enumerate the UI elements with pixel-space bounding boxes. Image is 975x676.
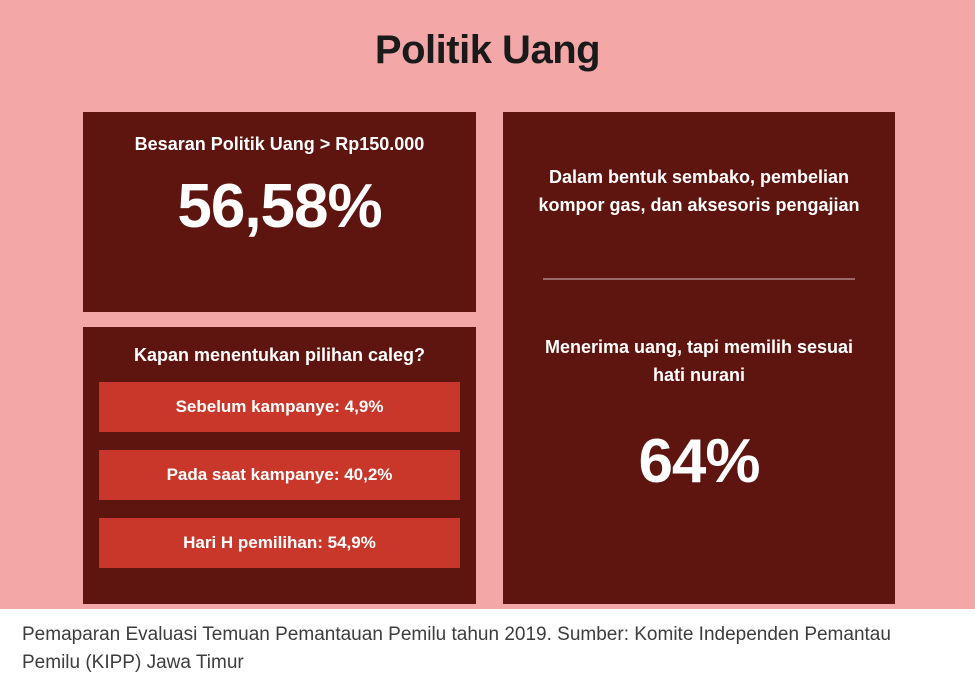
money-politics-form-card	[503, 112, 895, 604]
panels-container	[83, 112, 895, 604]
bar-item: Sebelum kampanye: 4,9%	[99, 382, 460, 432]
conscience-vote-value: 64%	[638, 426, 760, 496]
left-column	[83, 112, 476, 604]
card-divider	[543, 278, 855, 280]
money-politics-amount-card	[83, 112, 476, 312]
page-title: Politik Uang	[374, 28, 601, 72]
bar-item: Hari H pemilihan: 54,9%	[99, 518, 460, 568]
right-column	[503, 112, 895, 604]
conscience-vote-text: Menerima uang, tapi memilih sesuai hati nurani	[544, 336, 854, 385]
money-politics-amount-label: Besaran Politik Uang > Rp150.000	[134, 134, 425, 154]
bar-item: Pada saat kampanye: 40,2%	[99, 450, 460, 500]
money-form-text: Dalam bentuk sembako, pembelian kompor gas, dan aksesoris pengajian	[538, 167, 860, 215]
money-politics-amount-value: 56,58%	[177, 172, 382, 241]
choice-timing-card	[83, 327, 476, 604]
choice-timing-label: Kapan menentukan pilihan caleg?	[133, 345, 426, 365]
source-caption: Pemaparan Evaluasi Temuan Pemantauan Pemilu tahun 2019. Sumber: Komite Independen Pemantau Pemilu (KIPP) Jawa Timur	[0, 609, 975, 664]
